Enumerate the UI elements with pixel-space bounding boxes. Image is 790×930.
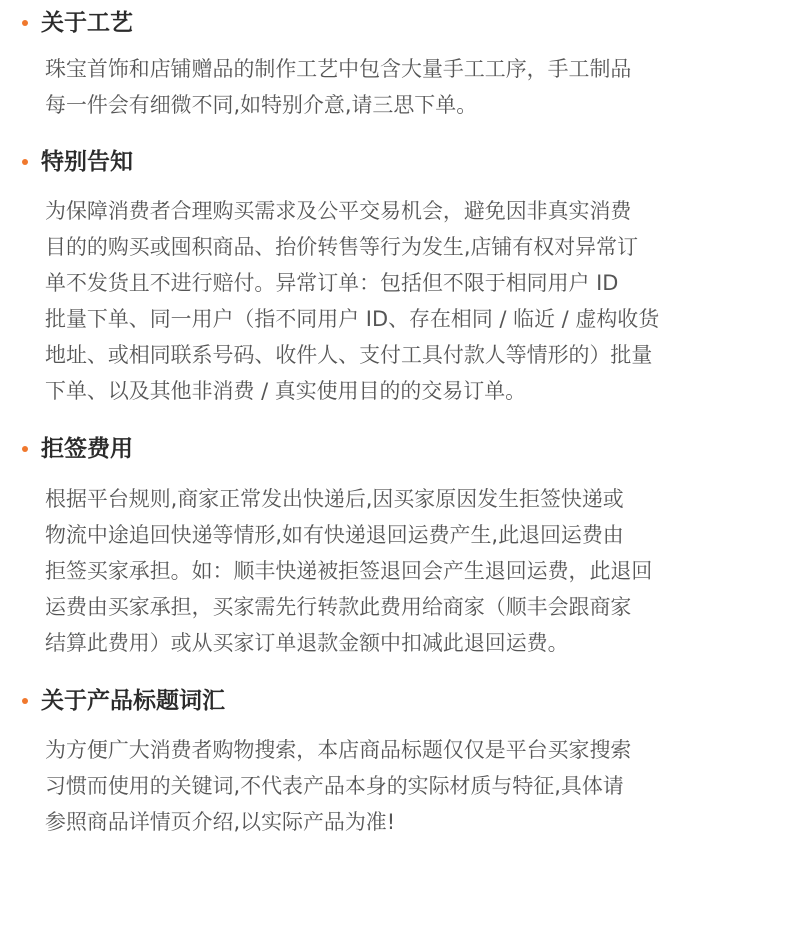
body-line: 结算此费用）或从买家订单退款金额中扣减此退回运费。 [45,631,569,655]
section-body [45,193,765,409]
body-line: 地址、或相同联系号码、收件人、支付工具付款人等情形的）批量 [45,343,653,367]
body-line: 习惯而使用的关键词,不代表产品本身的实际材质与特征,具体请 [45,774,624,798]
body-line: 物流中途追回快递等情形,如有快递退回运费产生,此退回运费由 [45,523,624,547]
body-line: 为方便广大消费者购物搜索，本店商品标题仅仅是平台买家搜索 [45,738,632,762]
section-title: 关于工艺 [41,10,133,36]
section-header [0,147,790,177]
bullet-dot-icon [22,446,28,452]
section-special-notice [0,147,790,403]
body-line: 珠宝首饰和店铺赠品的制作工艺中包含大量手工工序，手工制品 [45,57,632,81]
section-product-title-terms [0,686,790,834]
section-header [0,8,790,38]
body-line: 批量下单、同一用户（指不同用户 ID、存在相同 / 临近 / 虚构收货 [45,307,660,331]
section-header [0,686,790,716]
section-craftsmanship [0,8,790,117]
body-line: 每一件会有细微不同,如特别介意,请三思下单。 [45,93,478,117]
section-body [45,481,765,661]
body-line: 单不发货且不进行赔付。异常订单：包括但不限于相同用户 ID [45,271,619,295]
body-line: 根据平台规则,商家正常发出快递后,因买家原因发生拒签快递或 [45,487,624,511]
body-line: 拒签买家承担。如：顺丰快递被拒签退回会产生退回运费，此退回 [45,559,653,583]
section-title: 特别告知 [41,149,133,175]
section-body [45,51,765,123]
body-line: 运费由买家承担，买家需先行转款此费用给商家（顺丰会跟商家 [45,595,632,619]
section-rejection-fee [0,434,790,655]
body-line: 参照商品详情页介绍,以实际产品为准! [45,810,396,834]
body-line: 下单、以及其他非消费 / 真实使用目的的交易订单。 [45,379,527,403]
section-title: 拒签费用 [41,436,133,462]
section-body [45,732,765,840]
section-title: 关于产品标题词汇 [41,688,225,714]
body-line: 目的的购买或囤积商品、抬价转售等行为发生,店铺有权对异常订 [45,235,639,259]
section-header [0,434,790,464]
bullet-dot-icon [22,159,28,165]
bullet-dot-icon [22,20,28,26]
bullet-dot-icon [22,698,28,704]
body-line: 为保障消费者合理购买需求及公平交易机会，避免因非真实消费 [45,199,632,223]
